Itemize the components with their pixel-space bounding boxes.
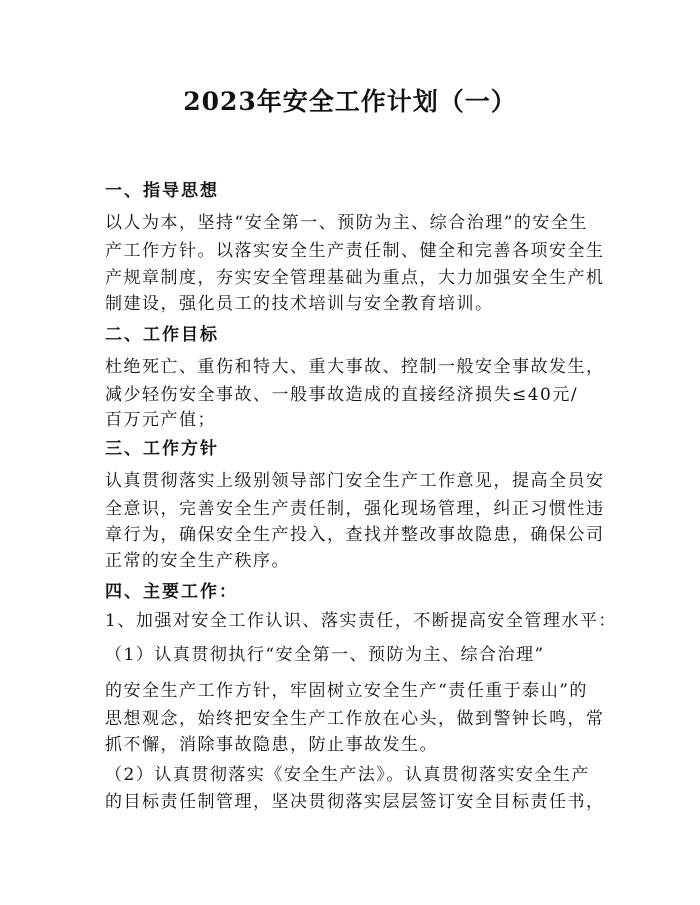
paragraph-line: 1、加强对安全工作认识、落实责任，不断提高安全管理水平： [105,611,617,631]
paragraph-line: 产工作方针。以落实安全生产责任制、健全和完善各项安全生 [105,241,605,261]
page-title: 2023年安全工作计划（一） [183,87,517,116]
paragraph-line: 以人为本，坚持“安全第一、预防为主、综合治理”的安全生 [105,213,588,233]
paragraph-line: （2）认真贯彻落实《安全生产法》。认真贯彻落实安全生产 [105,765,590,785]
paragraph-line: 百万元产值； [105,410,216,430]
paragraph-line: （1）认真贯彻执行“安全第一、预防为主、综合治理” [105,645,545,665]
section-heading: 三、工作方针 [105,439,219,459]
paragraph-line: 抓不懈，消除事故隐患，防止事故发生。 [105,735,438,755]
section-heading: 一、指导思想 [105,181,219,201]
paragraph-line: 的目标责任制管理，坚决贯彻落实层层签订安全目标责任书， [105,792,605,812]
paragraph-line: 产规章制度，夯实安全管理基础为重点，大力加强安全生产机 [105,268,605,288]
paragraph-line: 章行为，确保安全生产投入，查找并整改事故隐患，确保公司 [105,525,605,545]
paragraph-line: 制建设，强化员工的技术培训与安全教育培训。 [105,294,494,314]
paragraph-line: 认真贯彻落实上级别领导部门安全生产工作意见，提高全员安 [105,471,605,491]
paragraph-line: 思想观念，始终把安全生产工作放在心头，做到警钟长鸣，常 [105,709,605,729]
paragraph-line: 的安全生产工作方针，牢固树立安全生产“责任重于泰山”的 [105,681,588,701]
paragraph-line: 减少轻伤安全事故、一般事故造成的直接经济损失≤40元/ [105,385,579,405]
paragraph-line: 全意识，完善安全生产责任制，强化现场管理，纠正习惯性违 [105,499,605,519]
section-heading: 二、工作目标 [105,325,219,345]
section-heading: 四、主要工作： [105,582,238,602]
paragraph-line: 杜绝死亡、重伤和特大、重大事故、控制一般安全事故发生， [105,357,605,377]
paragraph-line: 正常的安全生产秩序。 [105,551,290,571]
